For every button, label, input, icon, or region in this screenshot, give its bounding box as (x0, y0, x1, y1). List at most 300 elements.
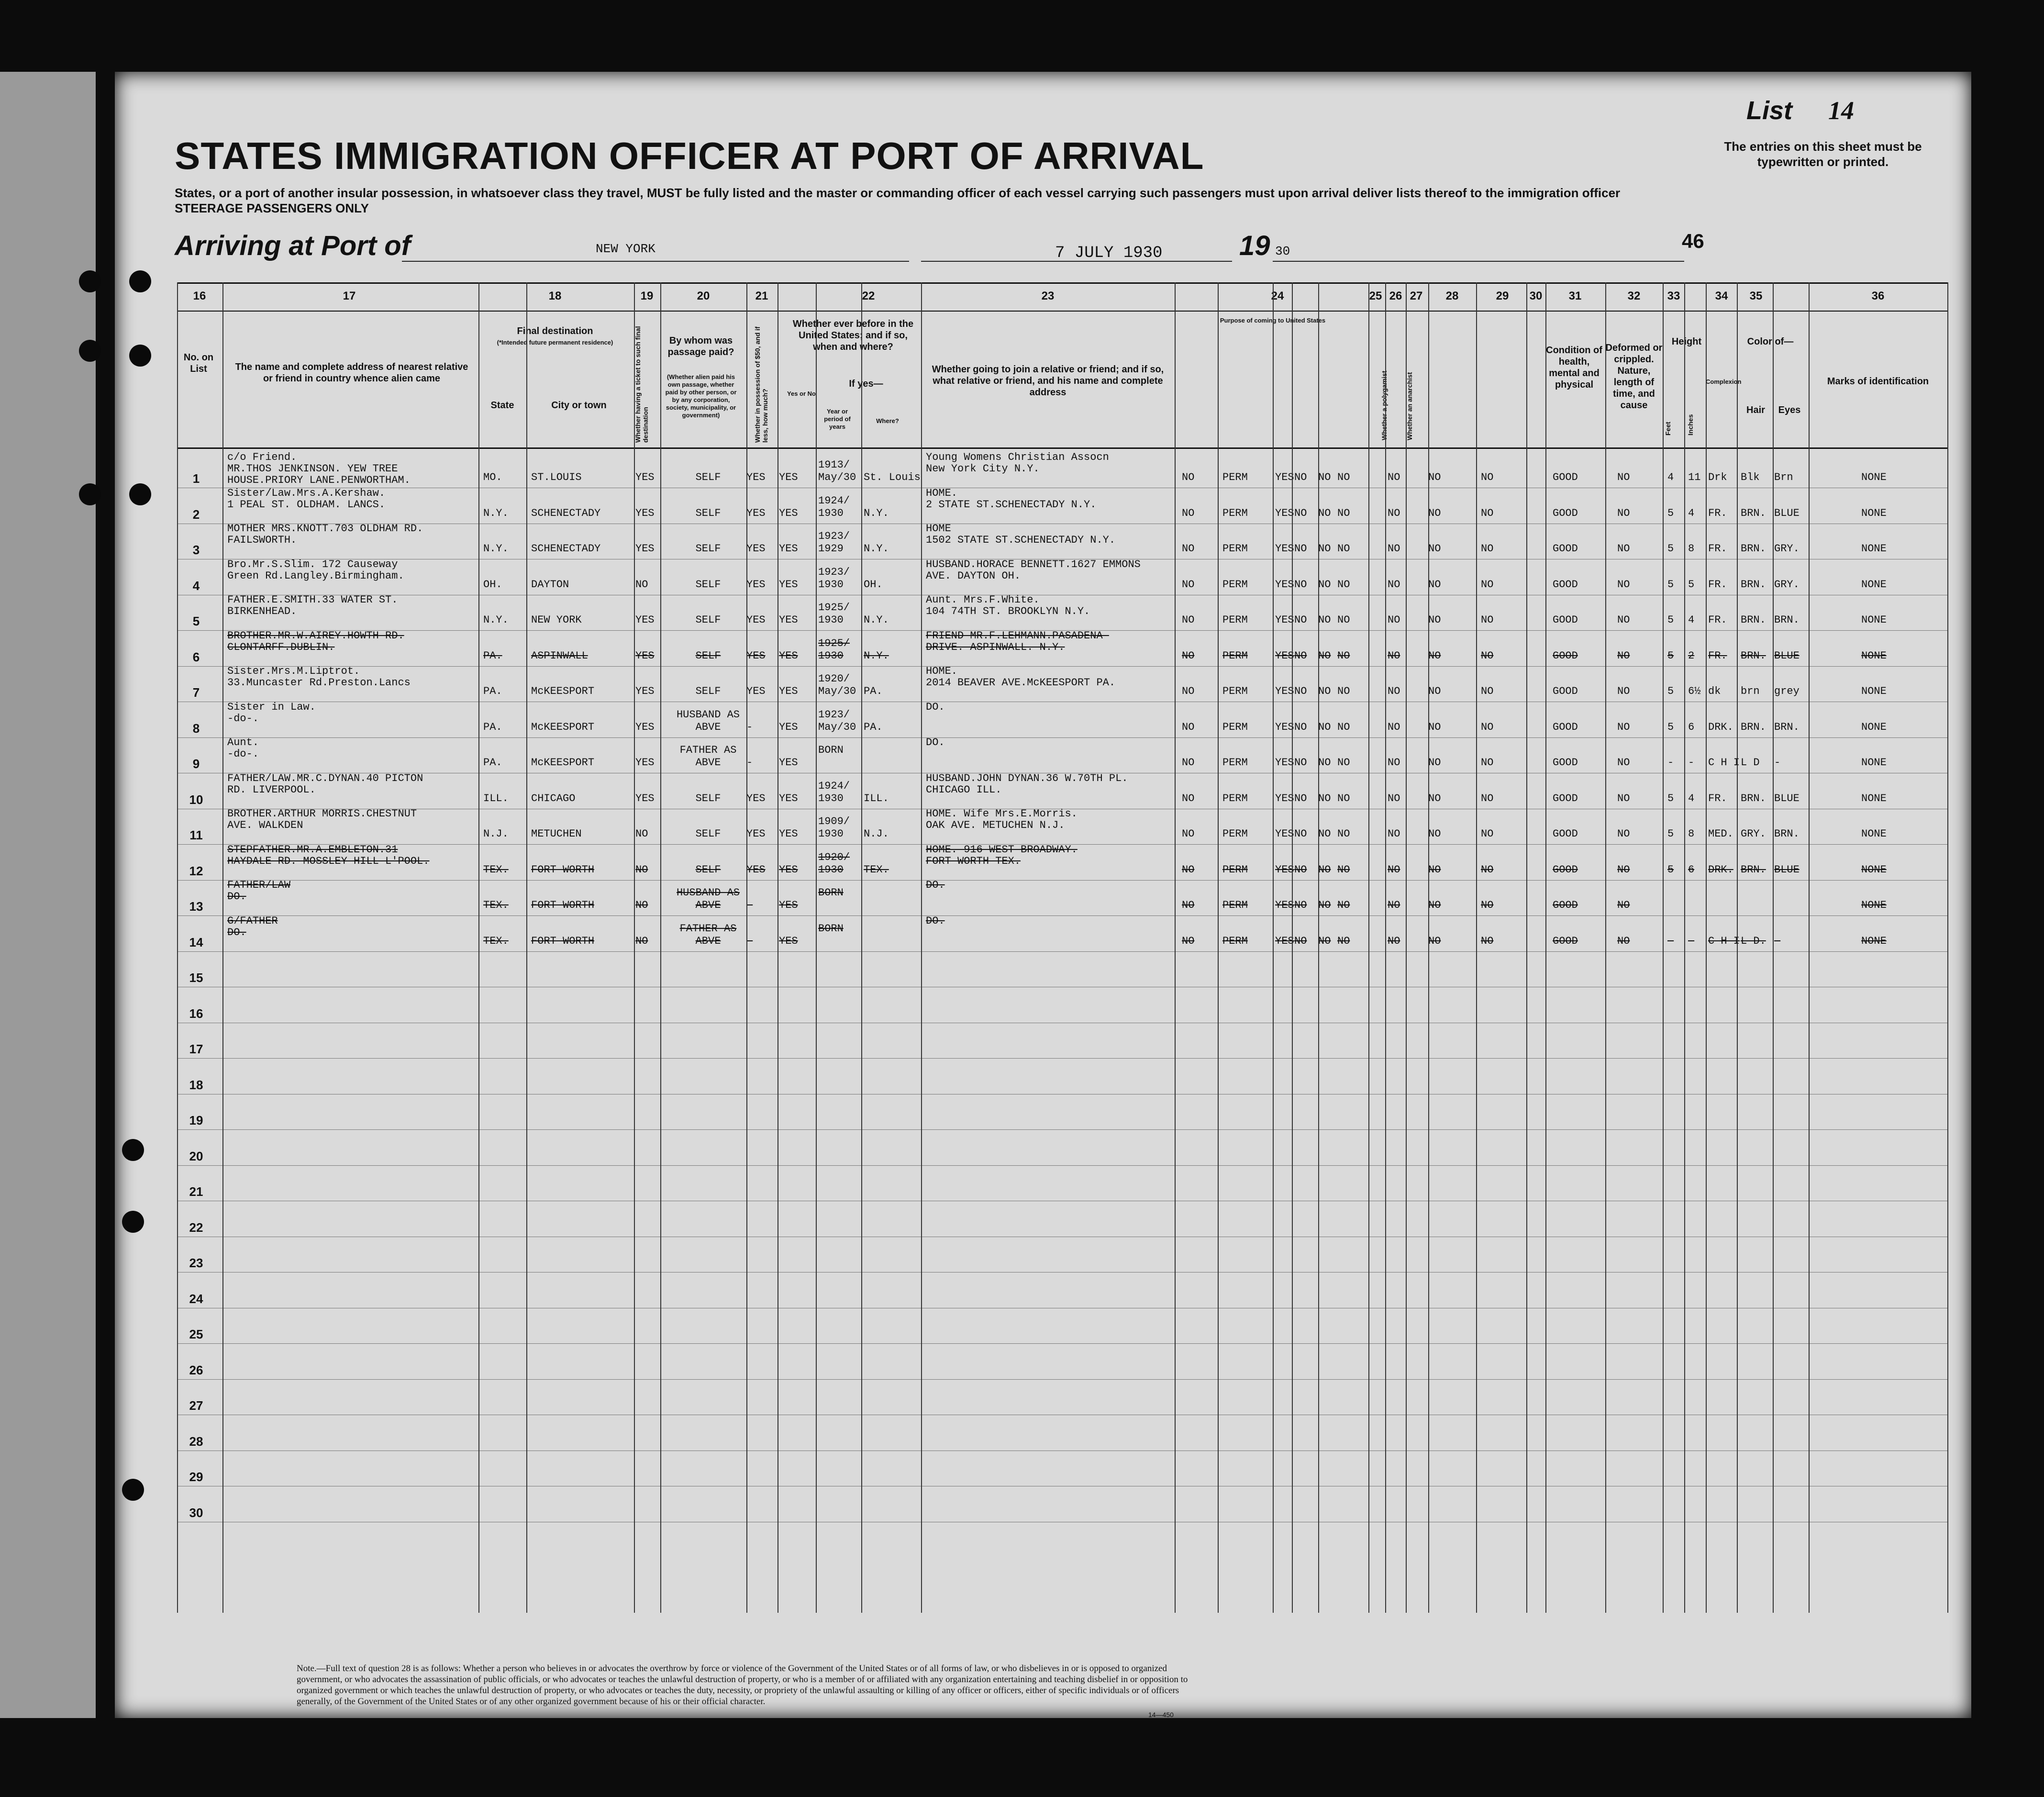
cell-p2: PERM (1222, 935, 1248, 947)
column-rule (1428, 282, 1429, 1613)
cell-health: GOOD (1553, 721, 1578, 733)
cell-where: PA. (864, 685, 883, 697)
cell-q30: NO (1481, 899, 1494, 911)
cell-q28: NO (1388, 935, 1400, 947)
cell-before: YES (779, 507, 798, 519)
year-line (1273, 261, 1684, 262)
cell-q29: NO (1428, 578, 1441, 591)
cell-p2: PERM (1222, 863, 1248, 876)
cell-before: YES (779, 828, 798, 840)
cell-inches: 2 (1688, 649, 1695, 662)
cell-p2: PERM (1222, 757, 1248, 769)
cell-eyes: BRN. (1774, 721, 1800, 733)
cell-p2: PERM (1222, 543, 1248, 555)
cell-ticket: YES (635, 685, 655, 697)
cell-join1: DO. (926, 879, 945, 891)
column-rule (1947, 282, 1948, 1613)
cell-before: YES (779, 614, 798, 626)
cell-hair: Blk (1741, 471, 1760, 483)
table-row (177, 1308, 1947, 1344)
port-line (402, 261, 909, 262)
cell-years: 1913/ May/30 (818, 459, 856, 483)
cell-join2: 2 STATE ST.SCHENECTADY N.Y. (926, 498, 1097, 511)
header-height: Height (1671, 336, 1702, 347)
cell-paid: SELF (695, 471, 721, 483)
cell-join2: 2014 BEAVER AVE.McKEESPORT PA. (926, 677, 1116, 689)
cell-paid: SELF (695, 863, 721, 876)
cell-complexion: dk (1708, 685, 1721, 697)
cell-q29: NO (1428, 471, 1441, 483)
cell-deformed: NO (1617, 471, 1630, 483)
list-number (1746, 96, 1854, 125)
cell-complexion: FR. (1708, 507, 1727, 519)
cell-q30: NO (1481, 578, 1494, 591)
cell-hair: L D. (1741, 935, 1766, 947)
row-number: 9 (192, 757, 200, 771)
cell-p3: YES (1275, 543, 1294, 555)
table-row (177, 987, 1947, 1023)
cell-q28: NO (1388, 578, 1400, 591)
cell-years: 1923/ 1930 (818, 566, 850, 591)
header-final-destination: Final destination (517, 326, 593, 336)
cell-inches: 5 (1688, 578, 1695, 591)
cell-city: SCHENECTADY (531, 507, 601, 519)
cell-q30: NO (1481, 649, 1494, 662)
cell-paid: SELF (695, 685, 721, 697)
table-row (177, 631, 1947, 667)
column-number-row (177, 282, 1947, 312)
cell-rel2: Green Rd.Langley.Birmingham. (227, 569, 404, 582)
table-row (177, 1165, 1947, 1201)
cell-rel2: -do-. (227, 712, 259, 725)
cell-health: GOOD (1553, 507, 1578, 519)
cell-deformed: NO (1617, 792, 1630, 804)
header-color-of: Color of— (1747, 336, 1794, 347)
header-health: Condition of health, mental and physical (1546, 345, 1602, 390)
cell-before: YES (779, 899, 798, 911)
cell-q29: NO (1428, 828, 1441, 840)
cell-hair: BRN. (1741, 792, 1766, 804)
table-row (177, 1094, 1947, 1130)
cell-state: TEX. (483, 863, 509, 876)
cell-p2: PERM (1222, 649, 1248, 662)
cell-ticket: YES (635, 792, 655, 804)
cell-inches: 6½ (1688, 685, 1701, 697)
column-number: 19 (640, 290, 654, 302)
column-rule (816, 282, 817, 1613)
cell-q30: NO (1481, 757, 1494, 769)
column-rule (1385, 282, 1386, 1613)
cell-hair: L D (1741, 757, 1760, 769)
row-number: 28 (189, 1434, 203, 1449)
row-number: 20 (189, 1149, 203, 1163)
header-ticket: Whether having a ticket to such final destination (634, 326, 649, 443)
table-row (177, 1237, 1947, 1272)
cell-state: N.Y. (483, 507, 509, 519)
cell-years: 1924/ 1930 (818, 494, 850, 519)
year-prefix: 19 (1239, 230, 1270, 261)
cell-inches: 8 (1688, 828, 1695, 840)
cell-rel2: MR.THOS JENKINSON. YEW TREE (227, 463, 398, 475)
cell-city: CHICAGO (531, 792, 576, 804)
cell-eyes: BRN. (1774, 828, 1800, 840)
cell-p1: NO (1182, 507, 1195, 519)
cell-q30: NO (1481, 863, 1494, 876)
cell-rel2: DO. (227, 891, 246, 903)
row-number: 26 (189, 1362, 203, 1377)
cell-hair: BRN. (1741, 543, 1766, 555)
header-deformed: Deformed or crippled. Nature, length of time, and cause (1605, 343, 1663, 411)
row-number: 17 (189, 1042, 203, 1056)
row-number: 1 (192, 471, 200, 486)
cell-p3: YES (1275, 721, 1294, 733)
cell-feet: 5 (1667, 863, 1674, 876)
cell-ticket: YES (635, 471, 655, 483)
cell-rel1: Bro.Mr.S.Slim. 172 Causeway (227, 558, 398, 570)
cell-rel2: RD. LIVERPOOL. (227, 783, 316, 796)
list-number-value: 14 (1828, 96, 1855, 125)
cell-state: ILL. (483, 792, 509, 804)
cell-marks: NONE (1861, 685, 1887, 697)
column-rule (478, 282, 479, 1613)
column-number: 35 (1749, 290, 1763, 302)
cell-marks: NONE (1861, 471, 1887, 483)
header-bottom-rule (177, 447, 1947, 449)
cell-p3: YES (1275, 578, 1294, 591)
header-passage-paid: By whom was passage paid? (667, 335, 734, 357)
cell-q27: NO (1337, 899, 1350, 911)
cell-before: YES (779, 721, 798, 733)
arriving-label: Arriving at Port of (175, 230, 411, 261)
cell-marks: NONE (1861, 614, 1887, 626)
cell-hair: BRN. (1741, 721, 1766, 733)
cell-feet: - (1667, 757, 1674, 769)
column-rule (1318, 282, 1319, 1613)
cell-where: N.Y. (864, 543, 889, 555)
cell-health: GOOD (1553, 614, 1578, 626)
row-number: 16 (189, 1006, 203, 1021)
cell-health: GOOD (1553, 792, 1578, 804)
table-row (177, 559, 1947, 595)
column-rule (222, 282, 223, 1613)
cell-ticket: YES (635, 649, 655, 662)
header-city: City or town (551, 400, 607, 411)
column-number: 29 (1496, 290, 1509, 302)
column-rule (634, 282, 635, 1613)
cell-paid: FATHER AS ABVE (679, 744, 737, 769)
cell-join2: OAK AVE. METUCHEN N.J. (926, 819, 1065, 831)
cell-join1: Young Womens Christian Assocn (926, 451, 1109, 463)
cell-q29: NO (1428, 757, 1441, 769)
row-number: 4 (192, 578, 200, 593)
cell-q30: NO (1481, 471, 1494, 483)
cell-p3: YES (1275, 614, 1294, 626)
cell-join1: HOME. (926, 487, 958, 499)
cell-complexion: FR. (1708, 649, 1727, 662)
column-number: 21 (755, 290, 768, 302)
cell-inches: - (1688, 935, 1695, 947)
header-anarchist: Whether an anarchist (1406, 372, 1413, 440)
cell-p2: PERM (1222, 721, 1248, 733)
column-rule (861, 282, 862, 1613)
column-number: 24 (1271, 290, 1284, 302)
cell-q29: NO (1428, 935, 1441, 947)
cell-deformed: NO (1617, 757, 1630, 769)
cell-rel2: 33.Muncaster Rd.Preston.Lancs (227, 677, 411, 689)
cell-health: GOOD (1553, 899, 1578, 911)
cell-rel1: Sister/Law.Mrs.A.Kershaw. (227, 487, 386, 499)
cell-money: YES (746, 792, 766, 804)
cell-q25: NO (1294, 757, 1307, 769)
form-subtitle: States, or a port of another insular possession, in whatsoever class they travel, MUST be fully listed and the master or commanding officer of each vessel carrying such passengers must upon arrival deliver lists thereof to the immigration officer (175, 186, 1621, 200)
cell-complexion: DRK. (1708, 863, 1733, 876)
left-page-edge (0, 72, 96, 1718)
header-eyes: Eyes (1778, 405, 1801, 415)
cell-money: - (746, 757, 753, 769)
cell-marks: NONE (1861, 578, 1887, 591)
table-row (177, 880, 1947, 916)
column-number: 34 (1715, 290, 1728, 302)
row-number: 14 (189, 935, 203, 949)
column-rule (1545, 282, 1546, 1613)
cell-inches: - (1688, 757, 1695, 769)
cell-ticket: YES (635, 507, 655, 519)
row-number: 24 (189, 1291, 203, 1306)
cell-state: N.Y. (483, 614, 509, 626)
cell-before: YES (779, 578, 798, 591)
cell-q25: NO (1294, 935, 1307, 947)
table-row (177, 1130, 1947, 1166)
column-rule (1292, 282, 1293, 1613)
cell-q27: NO (1337, 614, 1350, 626)
cell-q25: NO (1294, 685, 1307, 697)
table-row (177, 1344, 1947, 1380)
cell-health: GOOD (1553, 685, 1578, 697)
row-number: 11 (189, 828, 203, 842)
cell-city: McKEESPORT (531, 757, 595, 769)
table-row (177, 1379, 1947, 1415)
row-number: 7 (192, 685, 200, 700)
cell-money: YES (746, 507, 766, 519)
cell-join1: HUSBAND.HORACE BENNETT.1627 EMMONS (926, 558, 1141, 570)
cell-deformed: NO (1617, 578, 1630, 591)
column-number: 30 (1529, 290, 1543, 302)
cell-q25: NO (1294, 578, 1307, 591)
cell-inches: 8 (1688, 543, 1695, 555)
cell-rel3: HOUSE.PRIORY LANE.PENWORTHAM. (227, 474, 411, 486)
header-ever-before: Whether ever before in the United States; and if so, when and where? (792, 319, 914, 352)
column-rule (746, 282, 747, 1613)
cell-years: BORN (818, 744, 844, 756)
column-rule (1663, 282, 1664, 1613)
cell-q28: NO (1388, 685, 1400, 697)
cell-p2: PERM (1222, 471, 1248, 483)
cell-ticket: NO (635, 863, 648, 876)
cell-join2: New York City N.Y. (926, 463, 1040, 475)
table-row (177, 1415, 1947, 1451)
row-number: 30 (189, 1505, 203, 1520)
column-number: 26 (1389, 290, 1402, 302)
cell-p3: YES (1275, 863, 1294, 876)
cell-join1: DO. (926, 915, 945, 927)
cell-city: NEW YORK (531, 614, 582, 626)
cell-rel1: G/FATHER (227, 915, 278, 927)
cell-city: SCHENECTADY (531, 543, 601, 555)
row-number: 6 (192, 649, 200, 664)
cell-complexion: C H I (1708, 757, 1740, 769)
column-number: 17 (343, 290, 356, 302)
cell-paid: HUSBAND AS ABVE (676, 887, 740, 911)
cell-ticket: NO (635, 935, 648, 947)
cell-complexion: FR. (1708, 543, 1727, 555)
cell-complexion: Drk (1708, 471, 1727, 483)
cell-q25: NO (1294, 649, 1307, 662)
column-rule (1737, 282, 1738, 1613)
cell-q29: NO (1428, 614, 1441, 626)
list-note: The entries on this sheet must be typewritten or printed. (1724, 139, 1922, 169)
cell-q27: NO (1337, 792, 1350, 804)
cell-q26: NO (1318, 578, 1331, 591)
cell-q25: NO (1294, 721, 1307, 733)
cell-p3: YES (1275, 507, 1294, 519)
cell-marks: NONE (1861, 721, 1887, 733)
cell-marks: NONE (1861, 828, 1887, 840)
cell-q29: NO (1428, 507, 1441, 519)
cell-p2: PERM (1222, 507, 1248, 519)
column-rule (1476, 282, 1477, 1613)
cell-before: YES (779, 757, 798, 769)
cell-q26: NO (1318, 792, 1331, 804)
column-number: 25 (1369, 290, 1382, 302)
column-number: 23 (1041, 290, 1055, 302)
table-row (177, 1023, 1947, 1059)
column-number: 27 (1410, 290, 1423, 302)
punch-hole (122, 1479, 144, 1501)
column-rule (1773, 282, 1774, 1613)
cell-eyes: GRY. (1774, 543, 1800, 555)
cell-q26: NO (1318, 721, 1331, 733)
cell-inches: 4 (1688, 614, 1695, 626)
column-number: 18 (548, 290, 562, 302)
cell-marks: NONE (1861, 543, 1887, 555)
cell-eyes: - (1774, 935, 1781, 947)
cell-state: OH. (483, 578, 502, 591)
cell-q27: NO (1337, 543, 1350, 555)
cell-marks: NONE (1861, 863, 1887, 876)
cell-money: YES (746, 614, 766, 626)
cell-inches: 11 (1688, 471, 1701, 483)
cell-rel1: Sister in Law. (227, 701, 316, 713)
cell-feet: 5 (1667, 828, 1674, 840)
cell-p1: NO (1182, 757, 1195, 769)
cell-join2: 1502 STATE ST.SCHENECTADY N.Y. (926, 534, 1116, 546)
row-number: 25 (189, 1327, 203, 1341)
cell-feet: 5 (1667, 685, 1674, 697)
cell-p1: NO (1182, 649, 1195, 662)
cell-q26: NO (1318, 685, 1331, 697)
cell-paid: FATHER AS ABVE (679, 922, 737, 947)
table-row (177, 595, 1947, 631)
cell-state: TEX. (483, 899, 509, 911)
cell-p2: PERM (1222, 578, 1248, 591)
cell-hair: GRY. (1741, 828, 1766, 840)
table-row (177, 702, 1947, 738)
cell-inches: 4 (1688, 792, 1695, 804)
cell-marks: NONE (1861, 935, 1887, 947)
row-number: 21 (189, 1184, 203, 1199)
cell-q27: NO (1337, 471, 1350, 483)
cell-q30: NO (1481, 507, 1494, 519)
cell-q26: NO (1318, 507, 1331, 519)
row-number: 29 (189, 1470, 203, 1484)
punch-hole (79, 483, 101, 505)
cell-paid: SELF (695, 828, 721, 840)
header-passage-paid-note: (Whether alien paid his own passage, whether paid by other person, or by any corporation, society, municipality, or government) (665, 373, 737, 419)
cell-p1: NO (1182, 614, 1195, 626)
cell-join2: CHICAGO ILL. (926, 783, 1002, 796)
cell-q28: NO (1388, 471, 1400, 483)
cell-paid: SELF (695, 614, 721, 626)
table-row (177, 809, 1947, 845)
cell-state: PA. (483, 721, 502, 733)
cell-city: ASPINWALL (531, 649, 588, 662)
column-number: 16 (193, 290, 206, 302)
cell-p1: NO (1182, 899, 1195, 911)
column-rule (177, 282, 178, 1613)
cell-marks: NONE (1861, 792, 1887, 804)
cell-q27: NO (1337, 578, 1350, 591)
cell-q28: NO (1388, 507, 1400, 519)
cell-where: ILL. (864, 792, 889, 804)
cell-money: YES (746, 828, 766, 840)
cell-before: YES (779, 471, 798, 483)
column-rule (526, 282, 527, 1613)
column-rule (921, 282, 922, 1613)
cell-city: DAYTON (531, 578, 569, 591)
cell-complexion: MED. (1708, 828, 1733, 840)
cell-p3: YES (1275, 935, 1294, 947)
cell-eyes: BLUE (1774, 863, 1800, 876)
cell-deformed: NO (1617, 543, 1630, 555)
cell-rel1: Sister.Mrs.M.Liptrot. (227, 665, 360, 677)
header-feet: Feet (1664, 422, 1672, 435)
cell-rel1: Aunt. (227, 737, 259, 748)
cell-where: N.J. (864, 828, 889, 840)
cell-q25: NO (1294, 543, 1307, 555)
header-marks: Marks of identification (1827, 376, 1929, 387)
cell-rel1: STEPFATHER.MR.A.EMBLETON.31 (227, 843, 398, 856)
cell-feet: 5 (1667, 614, 1674, 626)
cell-q30: NO (1481, 792, 1494, 804)
cell-eyes: grey (1774, 685, 1800, 697)
cell-where: TEX. (864, 863, 889, 876)
cell-complexion: FR. (1708, 614, 1727, 626)
cell-before: YES (779, 543, 798, 555)
cell-q26: NO (1318, 757, 1331, 769)
column-number: 36 (1871, 290, 1885, 302)
table-row (177, 666, 1947, 702)
table-row (177, 452, 1947, 488)
cell-money: - (746, 899, 753, 911)
cell-ticket: YES (635, 614, 655, 626)
cell-q29: NO (1428, 792, 1441, 804)
header-polygamist: Whether a polygamist (1380, 370, 1388, 440)
punch-hole (129, 270, 151, 292)
cell-join1: FRIEND-MR.F.LEHMANN.PASADENA- (926, 629, 1109, 642)
cell-rel2: 1 PEAL ST. OLDHAM. LANCS. (227, 498, 386, 511)
table-row (177, 1201, 1947, 1237)
cell-eyes: BLUE (1774, 649, 1800, 662)
